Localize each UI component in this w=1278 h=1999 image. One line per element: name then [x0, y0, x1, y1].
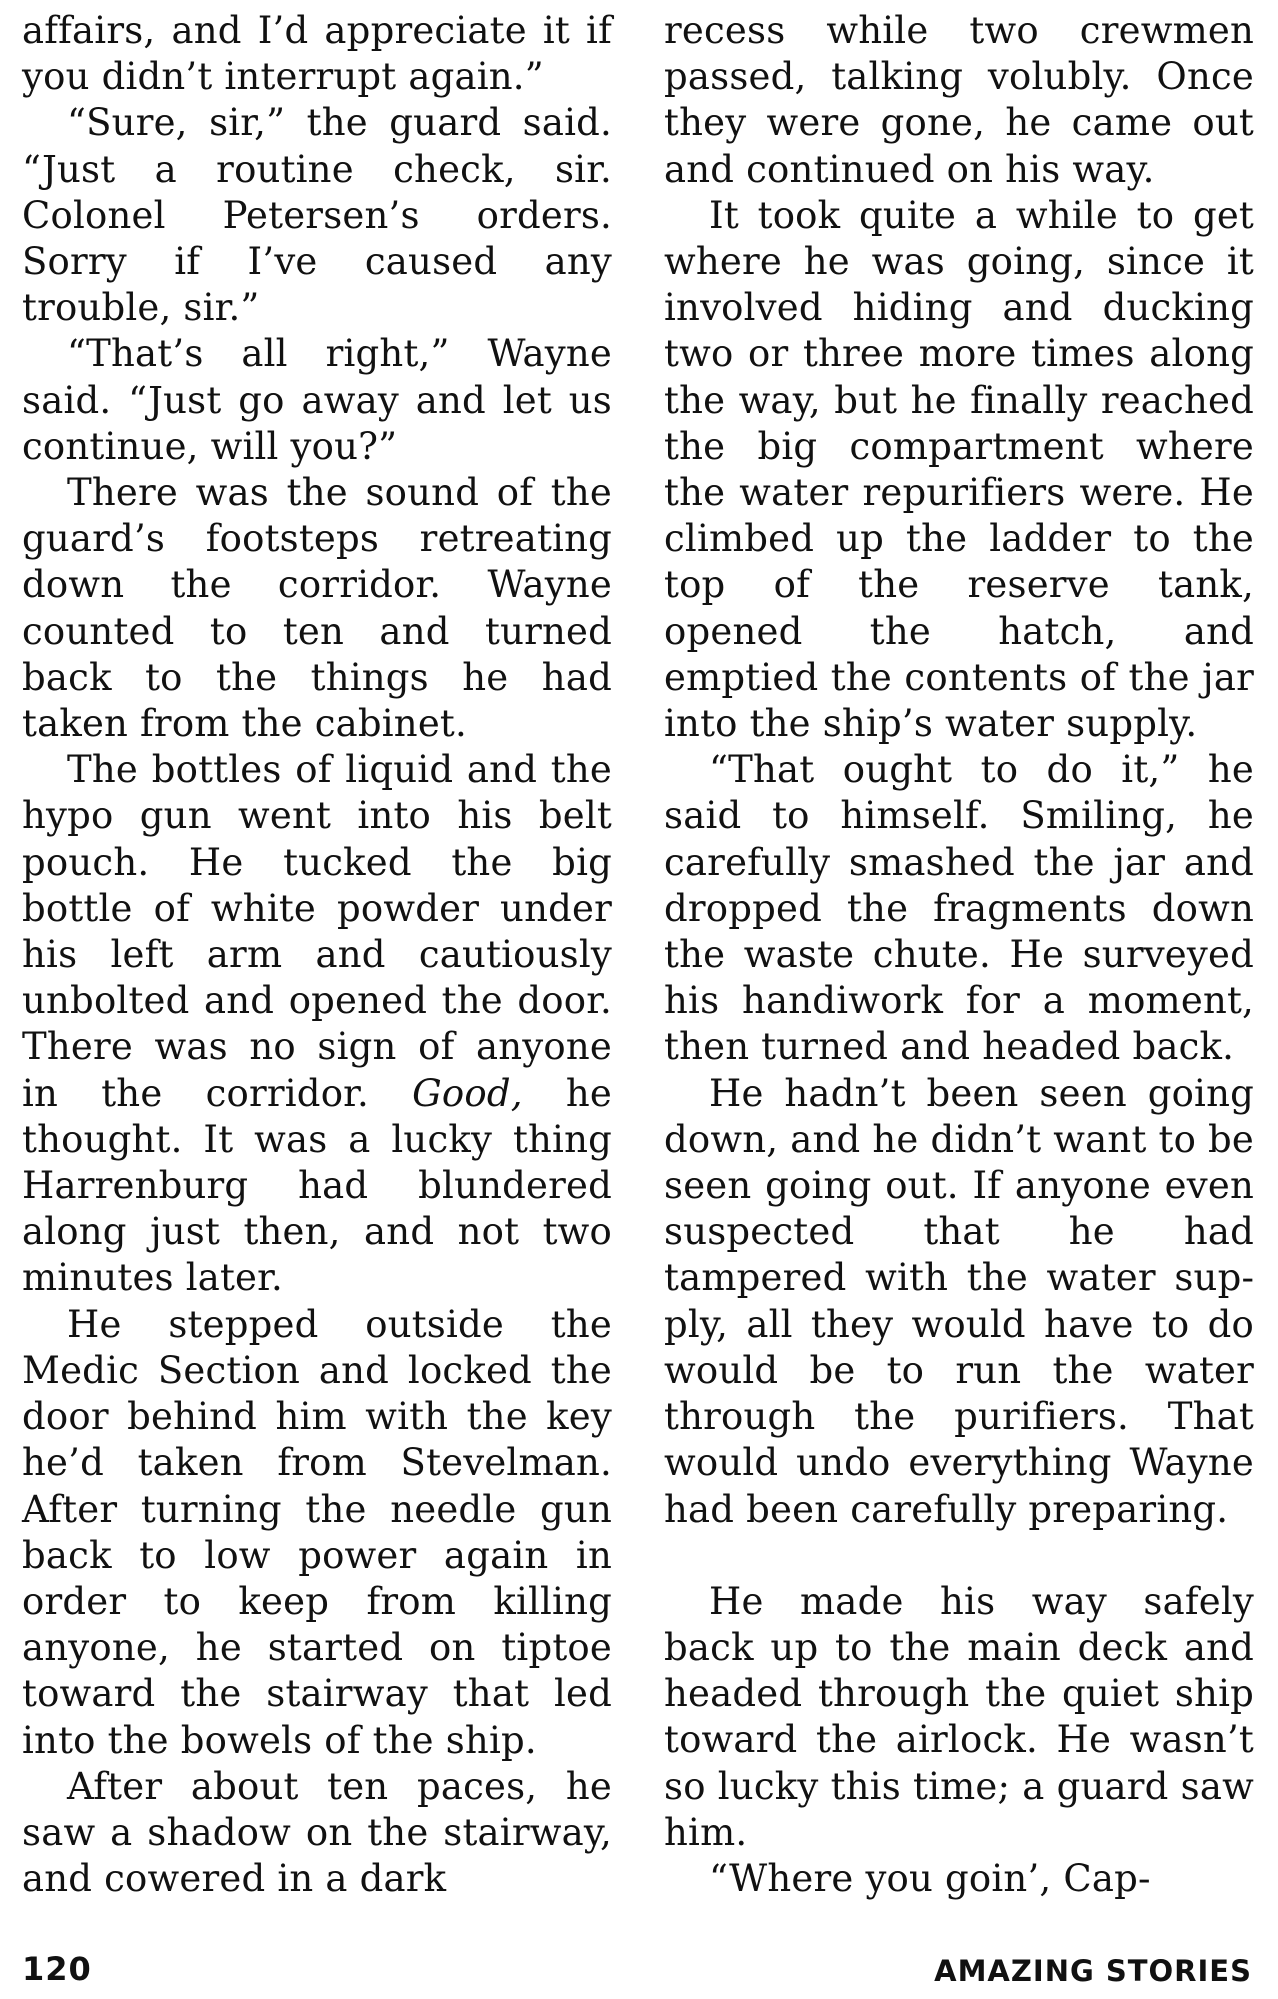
paragraph: “Sure, sir,” the guard said. “Just a routine check, sir. Colonel Petersen’s orders. Sorry if I’ve caused any trouble, sir.”	[22, 101, 612, 330]
paragraph: affairs, and I’d appreciate it if you didn’t interrupt again.”	[22, 9, 612, 99]
paragraph: There was the sound of the guard’s footsteps retreating down the corridor. Wayne counted to ten and turned back to the things he had taken from the cabinet.	[22, 471, 612, 746]
paragraph: “That’s all right,” Wayne said. “Just go away and let us continue, will you?”	[22, 332, 612, 468]
paragraph: recess while two crewmen passed, talking volubly. Once they were gone, he came out and continued on his way.	[664, 9, 1254, 191]
paragraph: He made his way safely back up to the main deck and headed through the quiet ship toward the airlock. He wasn’t so lucky this time; a guard saw him.	[664, 1579, 1254, 1854]
paragraph: He hadn’t been seen going down, and he didn’t want to be seen going out. If anyone even suspected that he had tampered with the water supply, all they would have to do would be to run the water through the purifiers. That would undo everything Wayne had been carefully preparing.	[664, 1071, 1254, 1531]
paragraph: “Where you goin’, Cap-	[709, 1856, 1151, 1900]
paragraph: He stepped outside the Medic Section and locked the door behind him with the key he’d taken from Stevelman. After turning the needle gun back to low power again in order to keep from killing anyone, he started on tiptoe toward the stairway that led into the bowels of the ship.	[22, 1302, 612, 1762]
left-text-column	[22, 8, 612, 1902]
paragraph: It took quite a while to get where he was going, since it involved hiding and ducking two or three more times along the way, but he finally reached the big compartment where the water repurifiers were. He climbed up the ladder to the top of the reserve tank, opened the hatch, and emptied the contents of the jar into the ship’s water supply.	[664, 193, 1254, 746]
right-text-column	[664, 8, 1254, 1902]
paragraph: “That ought to do it,” he said to himself. Smiling, he carefully smashed the jar and dropped the fragments down the waste chute. He surveyed his handiwork for a moment, then turned and headed back.	[664, 748, 1254, 1069]
paragraph-text: he thought. It was a lucky thing Harrenburg had blundered along just then, and not two minutes later.	[22, 1071, 612, 1300]
paragraph: After about ten paces, he saw a shadow on the stairway, and cowered in a dark	[22, 1764, 612, 1901]
italic-word: Good,	[412, 1071, 523, 1115]
paragraph-text: The bottles of liquid and the hypo gun went into his belt pouch. He tucked the big bottle of white powder under his left arm and cautiously unbolted and opened the door. There was no sign of anyone in the corridor.	[22, 748, 612, 1115]
page-number: 120	[22, 1950, 92, 1988]
running-title: AMAZING STORIES	[934, 1954, 1252, 1988]
paragraph	[22, 747, 612, 1301]
